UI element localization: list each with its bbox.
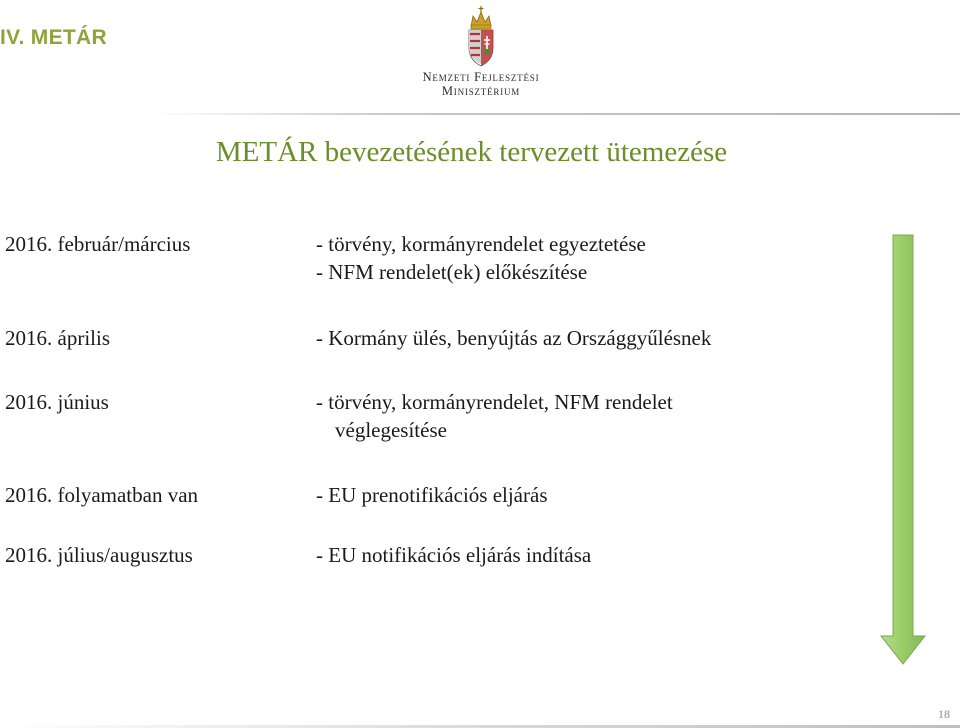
schedule-date: 2016. július/augusztus — [5, 543, 193, 567]
schedule-date: 2016. február/március — [5, 232, 191, 256]
schedule-item: - EU notifikációs eljárás indítása — [316, 543, 592, 567]
timeline-arrow — [880, 234, 926, 671]
coat-of-arms-icon — [463, 4, 499, 68]
schedule-description — [316, 481, 548, 509]
schedule-date: 2016. június — [5, 390, 109, 414]
schedule-description — [316, 541, 591, 569]
down-arrow-icon — [880, 234, 926, 666]
schedule-item: - NFM rendelet(ek) előkészítése — [316, 260, 588, 284]
schedule-description — [316, 230, 646, 286]
header-divider — [150, 113, 960, 115]
schedule-date: 2016. április — [5, 326, 110, 350]
schedule-item: - törvény, kormányrendelet, NFM rendelet — [316, 390, 673, 414]
schedule-description — [316, 388, 673, 444]
logo-text-line1: Nemzeti Fejlesztési — [422, 70, 540, 84]
schedule-date: 2016. folyamatban van — [5, 483, 199, 507]
schedule-item: - törvény, kormányrendelet egyeztetése — [316, 232, 646, 256]
schedule-item: - Kormány ülés, benyújtás az Országgyűlésnek — [316, 326, 712, 350]
schedule-description — [316, 324, 711, 352]
logo-text-line2: Minisztérium — [441, 84, 521, 98]
schedule-item: véglegesítése — [335, 418, 447, 442]
page-title: METÁR bevezetésének tervezett ütemezése — [215, 136, 728, 168]
ministry-logo — [406, 4, 556, 96]
section-label: IV. METÁR — [0, 26, 107, 49]
schedule-item: - EU prenotifikációs eljárás — [316, 483, 548, 507]
page-number: 18 — [938, 707, 950, 721]
